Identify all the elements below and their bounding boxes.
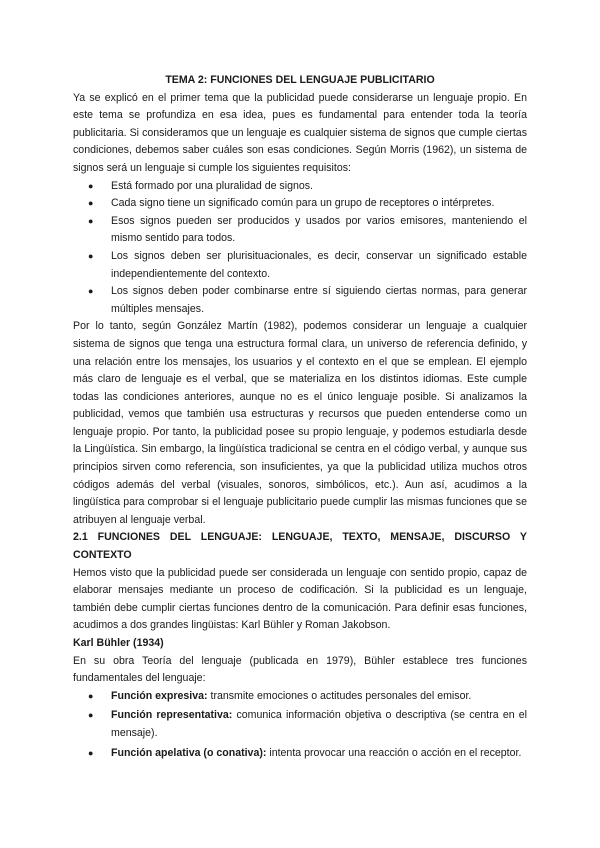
- body-paragraph-2: Por lo tanto, según González Martín (1982), podemos considerar un lenguaje a cualquier sistema de signos que tenga una estructura formal clara, un universo de referencia definido, y una relación entre los mensajes, los usuarios y el contexto en el que se emplean. El ejemplo más claro de lenguaje es el verbal, que se materializa en los distintos idiomas. Este cumple todas las condiciones anteriores, aunque no es el único lenguaje posible. Si analizamos la publicidad, vemos que también usa estructuras y recursos que pueden entenderse como un lenguaje propio. Por tanto, la publicidad posee su propio lenguaje, y podemos estudiarla desde la Lingüística. Sin embargo, la lingüística tradicional se centra en el código verbal, y aunque sus principios sirven como referencia, son insuficientes, ya que la publicidad utiliza muchos otros códigos además del verbal (visuales, sonoros, simbólicos, etc.). Aun así, acudimos a la lingüística para comprobar si el lenguaje publicitario puede cumplir las mismas funciones que se atribuyen al lenguaje verbal.: [73, 320, 527, 526]
- bullet-icon: ●: [88, 690, 94, 701]
- function-description: comunica información objetiva o descriptiva (se centra en el mensaje).: [111, 709, 528, 739]
- bullet-icon: ●: [88, 198, 94, 209]
- list-item: ● Cada signo tiene un significado común para un grupo de receptores o intérpretes.: [111, 195, 527, 213]
- list-item: ● Los signos deben poder combinarse entre sí siguiendo ciertas normas, para generar múltiples mensajes.: [88, 285, 527, 315]
- list-item: ● Esos signos pueden ser producidos y usados por varios emisores, manteniendo el mismo sentido para todos.: [88, 214, 527, 245]
- function-term: Función expresiva:: [111, 689, 208, 702]
- function-term: Función apelativa (o conativa):: [111, 746, 267, 759]
- subheading: Karl Bühler (1934): [73, 637, 164, 649]
- bullet-icon: ●: [88, 747, 94, 758]
- bullet-icon: ●: [88, 286, 94, 297]
- body-paragraph-4: En su obra Teoría del lenguaje (publicada en 1979), Bühler establece tres funciones fundamentales del lenguaje:: [73, 654, 527, 685]
- list-item: ● Los signos deben ser plurisituacionales, es decir, conservar un significado estable independientemente del contexto.: [88, 249, 527, 280]
- bullet-icon: ●: [88, 250, 94, 261]
- bullet-icon: ●: [88, 710, 94, 721]
- list-item: [88, 745, 527, 763]
- functions-list: [73, 688, 527, 762]
- section-heading: 2.1 FUNCIONES DEL LENGUAJE: LENGUAJE, TEXTO, MENSAJE, DISCURSO Y CONTEXTO: [73, 531, 527, 562]
- function-term: Función representativa:: [111, 709, 233, 722]
- function-description: transmite emociones o actitudes personales del emisor.: [207, 689, 472, 702]
- function-description: intenta provocar una reacción o acción en el receptor.: [266, 746, 522, 759]
- document-title: TEMA 2: FUNCIONES DEL LENGUAJE PUBLICITARIO: [165, 74, 435, 86]
- list-item: [88, 707, 528, 742]
- list-item: [88, 688, 527, 706]
- bullet-icon: ●: [88, 180, 94, 191]
- bullet-icon: ●: [88, 215, 94, 226]
- body-paragraph-3: Hemos visto que la publicidad puede ser considerada un lenguaje con sentido propio, capaz de elaborar mensajes mediante un proceso de codificación. Si la publicidad es un lenguaje, también debe cumplir ciertas funciones dentro de la comunicación. Para definir esas funciones, acudimos a dos grandes lingüistas: Karl Bühler y Roman Jakobson.: [73, 566, 527, 632]
- intro-paragraph: Ya se explicó en el primer tema que la publicidad puede considerarse un lenguaje propio. En este tema se profundiza en esa idea, pues es fundamental para entender toda la teoría publicitaria. Si consideramos que un lenguaje es cualquier sistema de signos que cumple ciertas condiciones, debemos saber cuáles son esas condiciones. Según Morris (1962), un sistema de signos será un lenguaje si cumple los siguientes requisitos:: [73, 91, 527, 174]
- requirements-list: [73, 178, 527, 319]
- list-item: ● Está formado por una pluralidad de signos.: [111, 178, 527, 196]
